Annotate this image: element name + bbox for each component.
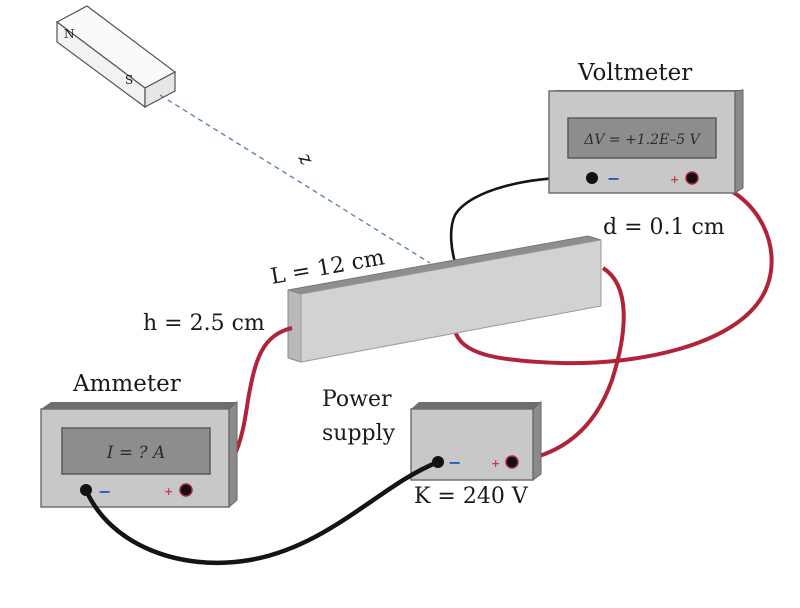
bar-height-label: h = 2.5 cm [143,311,265,336]
voltmeter-minus-symbol: − [607,169,621,188]
voltmeter-plus-symbol: + [670,173,680,186]
ammeter-side [229,402,237,507]
bar-magnet [57,6,175,107]
power-supply-top-edge [411,402,541,409]
power-supply-title-line2: supply [322,421,396,446]
voltmeter-side [735,90,743,193]
power-supply-voltage-label: K = 240 V [414,484,528,509]
voltmeter [549,60,743,193]
bar-thickness-label: d = 0.1 cm [603,215,725,240]
power-supply-side [533,402,541,480]
ammeter-plus-symbol: + [164,485,174,498]
magnet-south-label: S [125,73,134,87]
ammeter-plus-terminal [180,484,192,496]
power-supply-body [411,409,533,480]
power-supply-title-line1: Power [322,387,392,412]
ammeter-minus-symbol: − [98,482,112,501]
magnet-north-label: N [64,27,75,41]
voltmeter-title: Voltmeter [578,60,693,86]
ammeter-top-edge [41,402,237,409]
power-supply-minus-symbol: − [448,453,462,472]
ammeter-title: Ammeter [73,371,181,397]
distance-line [160,95,430,263]
ammeter-reading: I = ? A [106,443,166,463]
power-supply-plus-terminal [506,456,518,468]
bar-end-face [288,290,301,362]
power-supply [322,387,541,509]
voltmeter-plus-terminal [686,172,698,184]
power-supply-plus-symbol: + [491,457,501,470]
voltmeter-minus-terminal [586,172,598,184]
bar-length-label: L = 12 cm [268,245,387,290]
distance-z-label: z [293,148,318,170]
voltmeter-reading: ΔV = +1.2E–5 V [584,132,700,148]
ammeter [41,371,237,507]
